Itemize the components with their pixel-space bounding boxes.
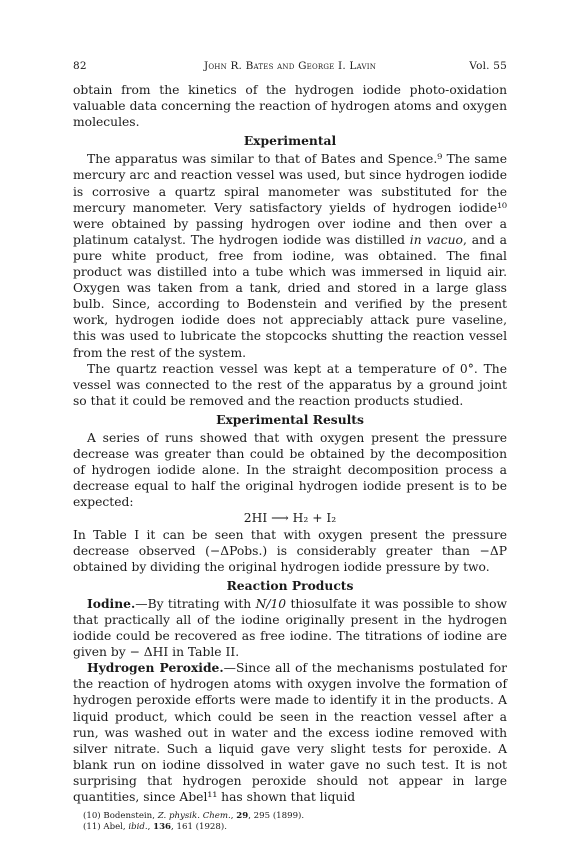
paragraph-table-one: In Table I it can be seen that with oxygen present the pressure decrease observed (−ΔPobs.) is considerably greater than −ΔP obtained by dividing the original hydrogen iodide pressure by two. — [73, 527, 507, 574]
footnotes — [73, 811, 507, 833]
volume-label: Vol. 55 — [469, 60, 507, 72]
paragraph-apparatus: The apparatus was similar to that of Bates and Spence.⁹ The same mercury arc and reaction vessel was used, but since hydrogen iodide is corrosive a quartz spiral manometer was substituted for the mercury manometer. Very satisfactory yields of hydrogen iodide¹⁰ were obtained by passing hydrogen over iodine and then over a platinum catalyst. The hydrogen iodide was distilled in vacuo, and a pure white product, free from iodine, was obtained. The final product was distilled into a tube which was immersed in liquid air. Oxygen was taken from a tank, dried and stored in a large glass bulb. Since, according to Bodenstein and verified by the present work, hydrogen iodide does not appreciably attack pure vaseline, this was used to lubricate the stopcocks shutting the reaction vessel from the rest of the system. — [73, 152, 507, 360]
heading-experimental: Experimental — [243, 133, 337, 149]
paragraph-runs: A series of runs showed that with oxygen present the pressure decrease was greater than could be obtained by the decomposition of hydrogen iodide alone. In the straight decomposition process a decrease equal to half the original hydrogen iodide present is to be expected: — [73, 430, 507, 510]
peroxide-lead: Hydrogen Peroxide. — [87, 660, 224, 676]
paragraph-hydrogen-peroxide: Hydrogen Peroxide.—Since all of the mechanisms postulated for the reaction of hydrogen atoms with oxygen involve the formation of hydrogen peroxide efforts were made to identify it in the products. A liquid product, which could be seen in the reaction vessel after a run, was washed out in water and the excess iodine removed with silver nitrate. Such a liquid gave very slight tests for peroxide. A blank run on iodine dissolved in water gave no such test. It is not surprising that hydrogen peroxide should not appear in large quantities, since Abel¹¹ has shown that liquid — [73, 660, 508, 805]
heading-experimental-results: Experimental Results — [216, 411, 364, 427]
paragraph-iodine: Iodine.—By titrating with N/10 thiosulfate it was possible to show that practically all of the iodine originally present in the hydrogen iodide could be recovered as free iodine. The titrations of iodine are given by − ΔHI in Table II. — [73, 595, 507, 660]
paragraph-vessel: The quartz reaction vessel was kept at a temperature of 0°. The vessel was connected to the rest of the apparatus by a ground joint so that it could be removed and the reaction products studied. — [73, 361, 507, 408]
heading-reaction-products: Reaction Products — [226, 577, 354, 593]
article-body — [73, 82, 507, 833]
footnote-10: (10) Bodenstein, Z. physik. Chem., 29, 295 (1899). — [83, 811, 305, 822]
running-title: John R. Bates and George I. Lavin — [203, 60, 377, 72]
equation-decomposition: 2HI ⟶ H₂ + I₂ — [243, 511, 337, 526]
footnote-11: (11) Abel, ibid., 136, 161 (1928). — [83, 822, 227, 833]
page-number: 82 — [73, 60, 87, 72]
iodine-lead: Iodine. — [87, 595, 136, 611]
intro-paragraph: obtain from the kinetics of the hydrogen iodide photo-oxidation valuable data concerning the reaction of hydrogen atoms and oxygen molecules. — [73, 83, 507, 130]
running-header — [73, 60, 507, 76]
